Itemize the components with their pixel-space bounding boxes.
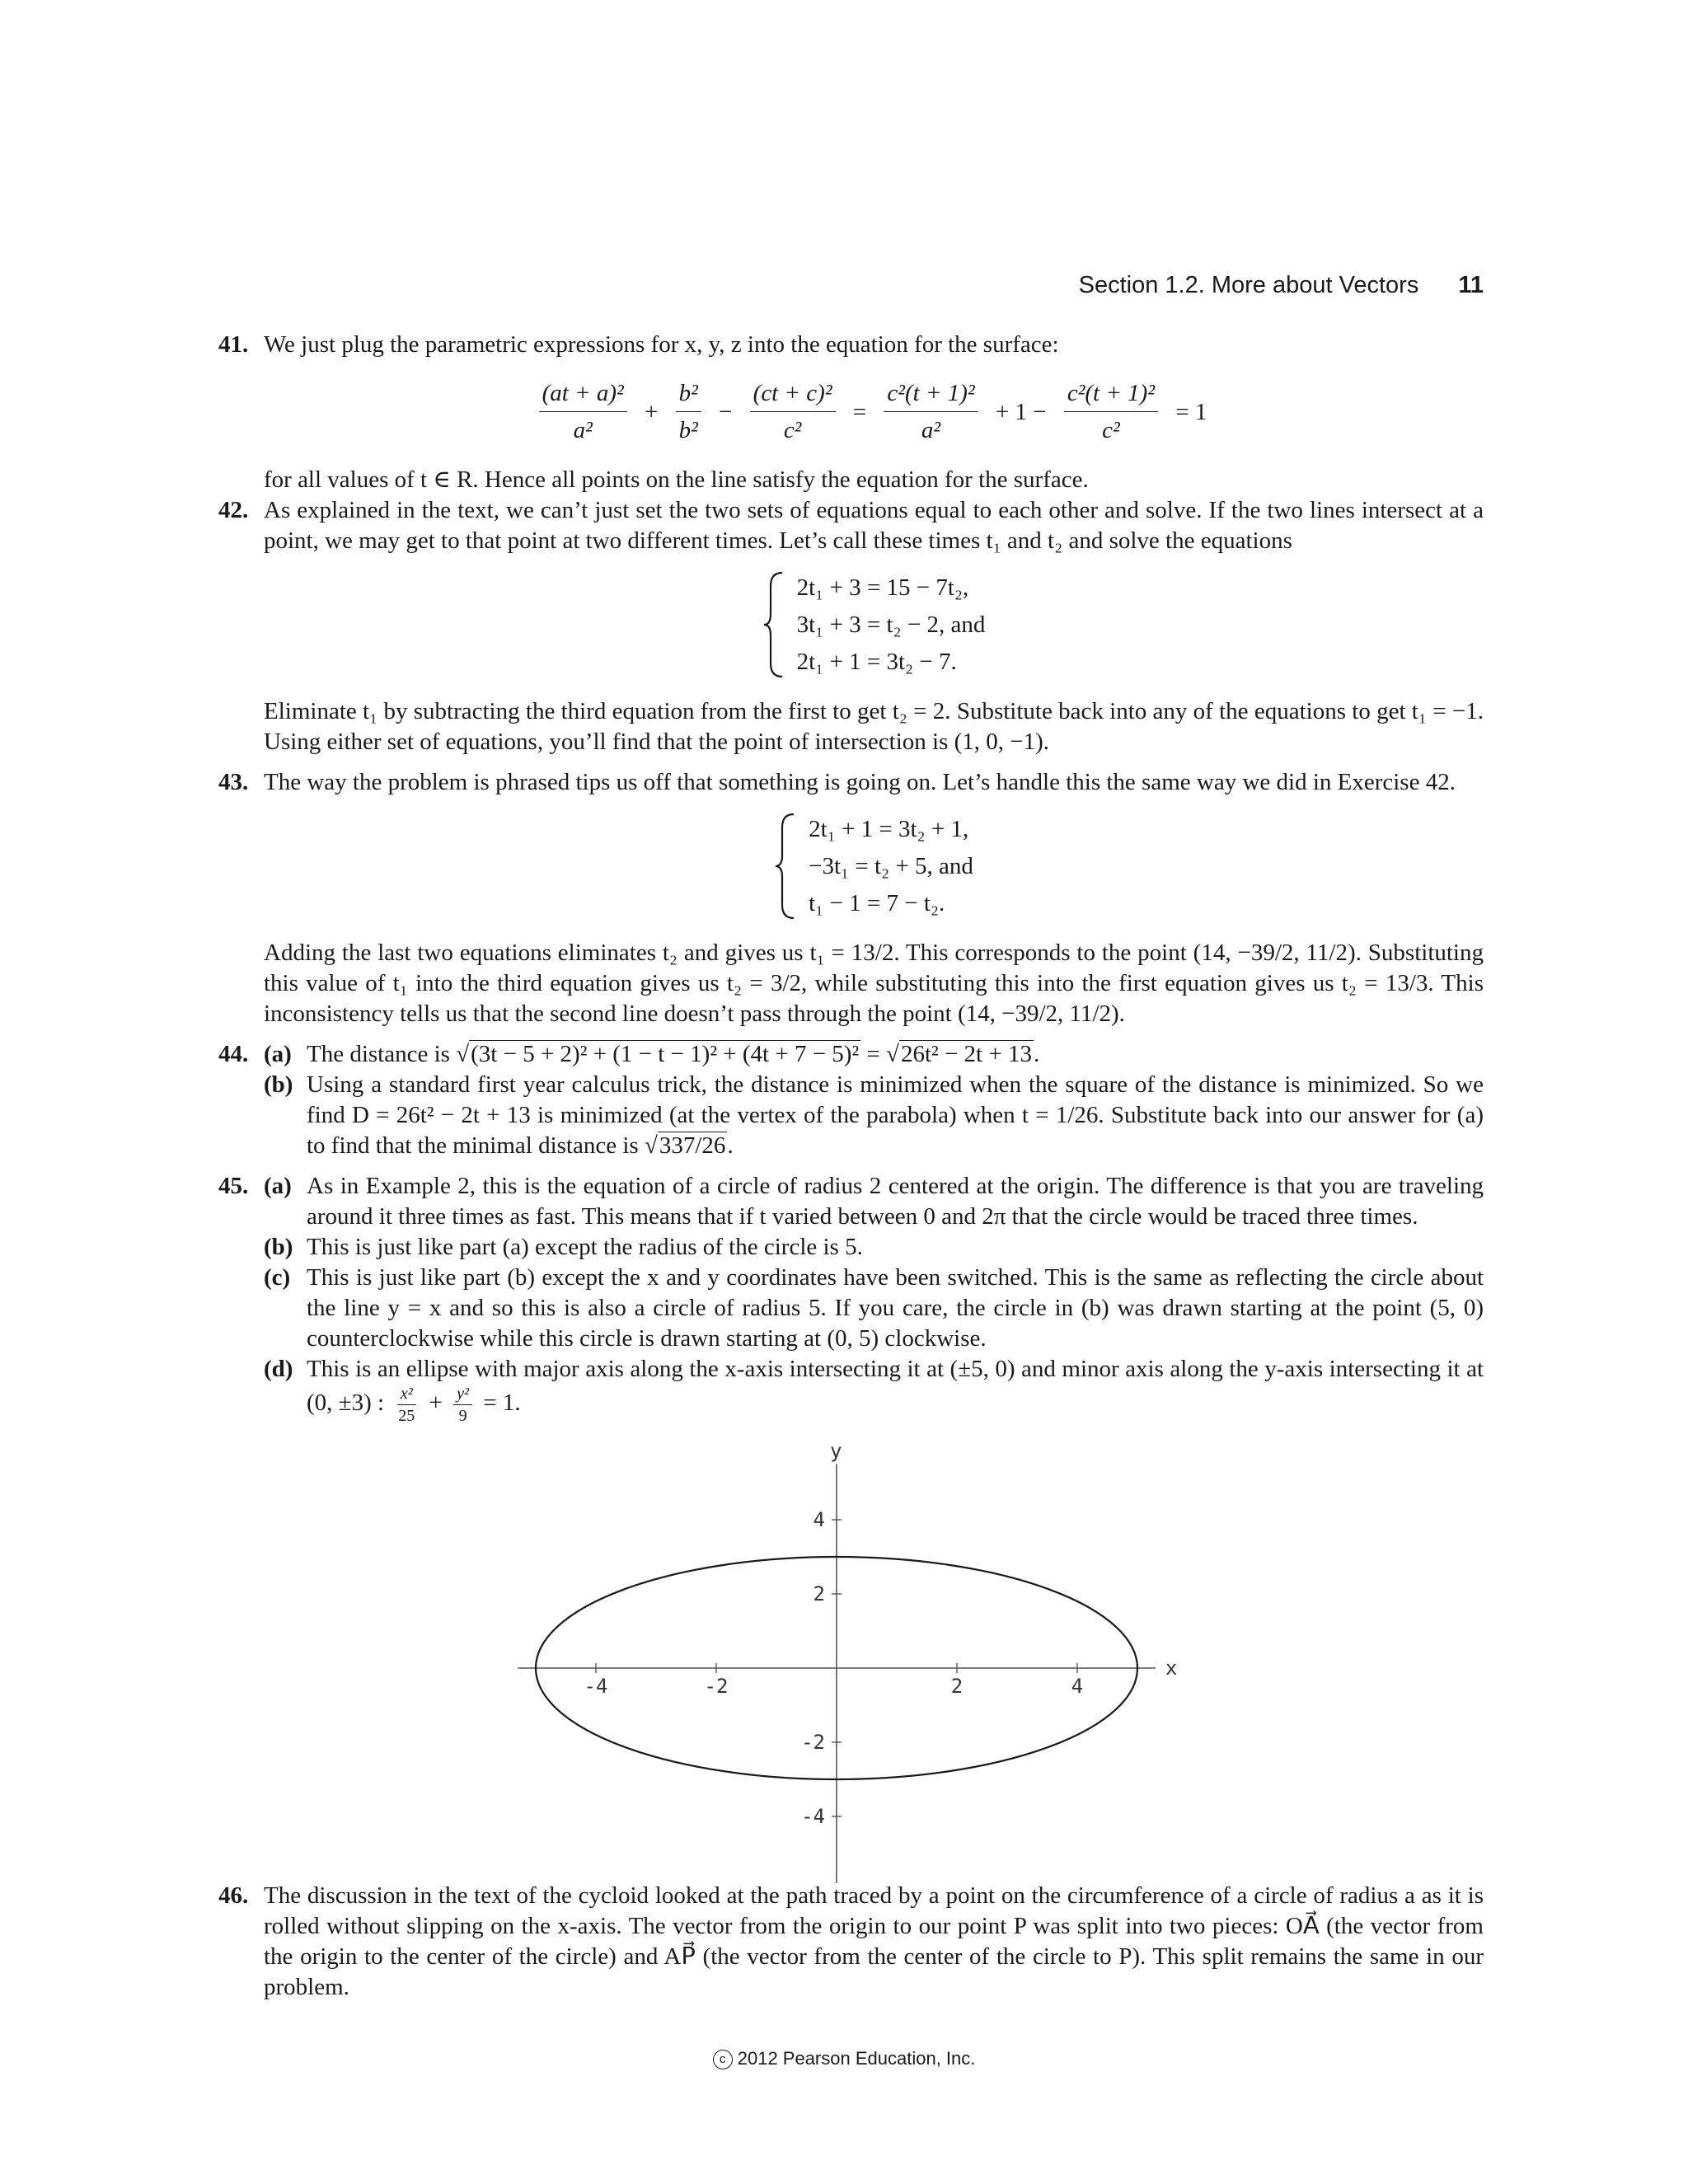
exercise-46 [218, 1881, 1484, 2003]
fraction: $\frac{\text{c²(t + 1)²}}{\text{c²}}$ [1064, 377, 1158, 447]
exercise-number: 42. [218, 497, 249, 523]
exercise-text: Eliminate t₁ by subtracting the third equation from the first to get t₂ = 2. Substitute back into any of the equations to get t₁ = −1. Using either set of equations, you’ll find that the point of intersection is (1, 0, −1). [264, 698, 1484, 755]
equation-line: 2t₁ + 1 = 3t₂ + 1, [809, 816, 969, 842]
ellipse-plot [528, 1439, 1178, 1853]
exercise-number: 44. [218, 1041, 249, 1067]
part-b: (b) This is just like part (a) except the radius of the circle is 5. [264, 1232, 1484, 1263]
equation-line: 2t₁ + 3 = 15 − 7t₂, [796, 574, 969, 601]
copyright-footer [0, 2048, 1688, 2069]
square-root: 26t² − 2t + 13 [900, 1041, 1032, 1067]
part-a: (a) The distance is √(3t − 5 + 2)² + (1 − t − 1)² + (4t + 7 − 5)² = √26t² − 2t + 13. [264, 1039, 1484, 1070]
x-tick-label: 2 [950, 1675, 964, 1698]
exercise-text: The way the problem is phrased tips us off that something is going on. Let’s handle this the same way we did in Exercise 42. [264, 769, 1456, 795]
part-a: (a) As in Example 2, this is the equation of a circle of radius 2 centered at the origin. The difference is that you are traveling around it three times as fast. This means that if t varied between 0 and 2π that the circle would be traced three times. [264, 1171, 1484, 1232]
x-axis-label: x [1165, 1657, 1178, 1680]
copyright-icon: c [713, 2050, 733, 2069]
exercise-41 [218, 330, 1484, 495]
ellipse-chart [528, 1439, 1178, 1853]
exercise-number: 45. [218, 1173, 249, 1199]
section-title: Section 1.2. More about Vectors [1078, 272, 1419, 298]
copyright-text: 2012 Pearson Education, Inc. [737, 2048, 976, 2069]
part-label: (d) [264, 1356, 293, 1382]
square-root: 337/26 [659, 1132, 726, 1159]
x-tick-label: -4 [584, 1675, 608, 1698]
main-content-continued [218, 1881, 1484, 2003]
x-tick-label: -2 [704, 1675, 729, 1698]
part-label: (a) [264, 1173, 292, 1199]
exercise-text: for all values of t ∈ R. Hence all points on the line satisfy the equation for the surface. [264, 466, 1089, 493]
y-tick-label: -2 [801, 1731, 825, 1754]
square-root: (3t − 5 + 2)² + (1 − t − 1)² + (4t + 7 − 5)² [471, 1041, 860, 1067]
equation-system [264, 813, 1484, 920]
part-label: (a) [264, 1041, 292, 1067]
exercise-text: We just plug the parametric expressions for x, y, z into the equation for the surface: [264, 331, 1059, 358]
fraction: $\frac{\text{c²(t + 1)²}}{\text{a²}}$ [884, 377, 978, 447]
exercise-text: The discussion in the text of the cycloid looked at the path traced by a point on the circumference of a circle of radius a as it is rolled without slipping on the x-axis. The vector from the origin to our point P was split into two pieces: OA⃗ (the vector from the origin to the center of the circle) and AP⃗ (the vector from the center of the circle to P). This split remains the same in our problem. [264, 1882, 1484, 2000]
surface-equation: $\frac{\text{(at + a)²}}{\text{a²}}$ + $\frac{\text{b²}}{\text{b²}}$ − $\frac{\text{(ct + c)²}}{\text{c²}}$ = $\frac{\text{c²(t + 1)²}}{\text{a²}}$ + 1 − $\frac{\text{c²(t + 1)²}}{\text{c²}}$ = 1 [264, 377, 1484, 447]
running-header [956, 272, 1484, 299]
fraction: $\frac{\text{y²}}{9}$ [453, 1385, 472, 1425]
equation-line: t₁ − 1 = 7 − t₂. [809, 890, 945, 916]
part-label: (c) [264, 1264, 291, 1291]
main-content [218, 330, 1484, 1425]
equation-line: 3t₁ + 3 = t₂ − 2, and [796, 612, 986, 638]
part-c: (c) This is just like part (b) except the x and y coordinates have been switched. This is the same as reflecting the circle about the line y = x and so this is also a circle of radius 5. If you care, the circle in (b) was drawn starting at the point (5, 0) counterclockwise while this circle is drawn starting at (0, 5) clockwise. [264, 1263, 1484, 1354]
part-label: (b) [264, 1071, 293, 1098]
fraction: $\frac{\text{x²}}{25}$ [398, 1385, 415, 1425]
fraction: $\frac{\text{(at + a)²}}{\text{a²}}$ [539, 377, 627, 447]
exercise-45 [218, 1171, 1484, 1425]
equation-line: −3t₁ = t₂ + 5, and [809, 853, 973, 879]
equation-system [264, 571, 1484, 678]
exercise-42 [218, 495, 1484, 757]
exercise-44 [218, 1039, 1484, 1161]
x-tick-label: 4 [1071, 1675, 1084, 1698]
part-label: (b) [264, 1234, 293, 1260]
left-brace [762, 571, 785, 678]
y-tick-label: 2 [813, 1582, 825, 1605]
part-b: (b) Using a standard first year calculus trick, the distance is minimized when the square of the distance is minimized. So we find D = 26t² − 2t + 13 is minimized (at the vertex of the parabola) when t = 1/26. Substitute back into our answer for (a) to find that the minimal distance is √337/26. [264, 1070, 1484, 1161]
fraction: $\frac{\text{b²}}{\text{b²}}$ [676, 377, 701, 447]
y-axis-label: y [830, 1439, 842, 1463]
exercise-43 [218, 767, 1484, 1029]
exercise-number: 41. [218, 331, 249, 358]
exercise-text: Adding the last two equations eliminates t₂ and gives us t₁ = 13/2. This corresponds to the point (14, −39/2, 11/2). Substituting this value of t₁ into the third equation gives us t₂ = 3/2, while substituting this into the first equation gives us t₂ = 13/3. This inconsistency tells us that the second line doesn’t pass through the point (14, −39/2, 11/2). [264, 940, 1484, 1027]
page-number: 11 [1458, 272, 1484, 298]
y-tick-label: 4 [813, 1508, 825, 1531]
part-d: (d) This is an ellipse with major axis along the x-axis intersecting it at (±5, 0) and minor axis along the y-axis intersecting it at (0, ±3) : $\frac{\text{x²}}{25}$ + $\frac{\text{y²}}{9}$ = 1. [264, 1356, 1484, 1425]
exercise-number: 43. [218, 769, 249, 795]
equation-line: 2t₁ + 1 = 3t₂ − 7. [796, 649, 957, 675]
fraction: $\frac{\text{(ct + c)²}}{\text{c²}}$ [750, 377, 836, 447]
left-brace [774, 813, 797, 920]
exercise-number: 46. [218, 1882, 249, 1909]
y-tick-label: -4 [801, 1805, 825, 1828]
exercise-text: As explained in the text, we can’t just set the two sets of equations equal to each other and solve. If the two lines intersect at a point, we may get to that point at two different times. Let’s call these times t₁ and t₂ and solve the equations [264, 497, 1484, 554]
